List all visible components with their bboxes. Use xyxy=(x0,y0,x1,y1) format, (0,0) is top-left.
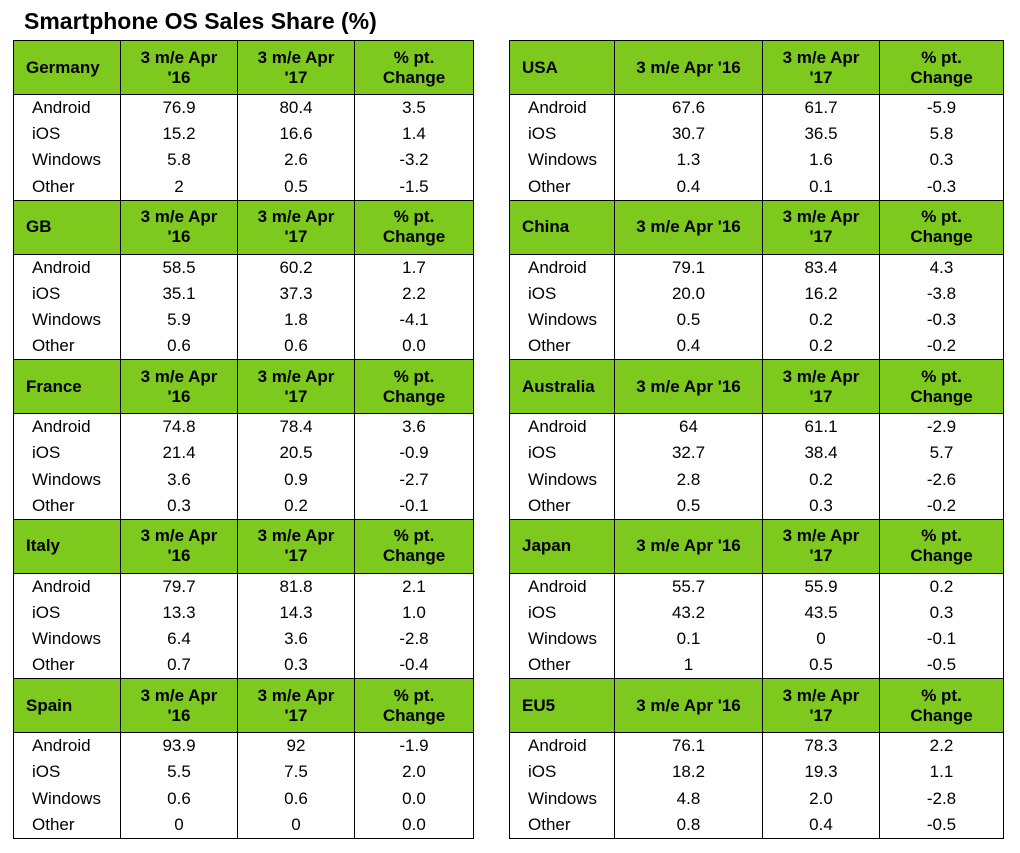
table-cell: 2.6 xyxy=(238,147,355,173)
table-cell: 0.6 xyxy=(121,786,238,812)
table-cell: 38.4 xyxy=(763,440,880,466)
table-cell: 0.2 xyxy=(880,573,1004,599)
table-cell: 78.4 xyxy=(238,414,355,440)
table-row xyxy=(510,600,1004,626)
os-name: iOS xyxy=(14,440,121,466)
os-name: Windows xyxy=(14,147,121,173)
table-cell: 5.5 xyxy=(121,759,238,785)
table-cell: -0.9 xyxy=(355,440,474,466)
os-name: Android xyxy=(14,254,121,280)
os-name: Other xyxy=(14,174,121,200)
table-row xyxy=(510,573,1004,599)
table-cell: -2.8 xyxy=(355,626,474,652)
region-table-australia xyxy=(509,359,1003,519)
table-cell: 1.3 xyxy=(615,147,763,173)
region-label: Australia xyxy=(510,360,615,414)
table-cell: 32.7 xyxy=(615,440,763,466)
os-name: Android xyxy=(510,573,615,599)
table-cell: 0.5 xyxy=(763,652,880,678)
region-table-spain xyxy=(13,678,473,838)
table-cell: 14.3 xyxy=(238,600,355,626)
table-cell: -0.3 xyxy=(880,307,1004,333)
table-row xyxy=(14,493,474,519)
table-cell: 0.3 xyxy=(880,147,1004,173)
column-header: % pt. Change xyxy=(355,519,474,573)
table-cell: 13.3 xyxy=(121,600,238,626)
os-name: iOS xyxy=(510,121,615,147)
region-label: Germany xyxy=(14,41,121,95)
table-cell: 20.5 xyxy=(238,440,355,466)
table-cell: 0.4 xyxy=(763,812,880,838)
os-name: Windows xyxy=(510,466,615,492)
os-name: iOS xyxy=(14,759,121,785)
column-header: 3 m/e Apr '17 xyxy=(238,360,355,414)
table-cell: 0.0 xyxy=(355,333,474,359)
table-row xyxy=(14,786,474,812)
os-name: Windows xyxy=(510,147,615,173)
table-cell: -2.6 xyxy=(880,466,1004,492)
table-cell: 78.3 xyxy=(763,733,880,759)
table-row xyxy=(510,414,1004,440)
column-header: % pt. Change xyxy=(880,200,1004,254)
os-name: iOS xyxy=(510,440,615,466)
table-cell: 20.0 xyxy=(615,280,763,306)
table-cell: 0.0 xyxy=(355,786,474,812)
table-cell: 5.8 xyxy=(880,121,1004,147)
table-cell: 19.3 xyxy=(763,759,880,785)
table-cell: 0.1 xyxy=(763,174,880,200)
column-header: 3 m/e Apr '17 xyxy=(763,519,880,573)
table-cell: 2.2 xyxy=(355,280,474,306)
table-cell: -1.9 xyxy=(355,733,474,759)
os-name: Android xyxy=(510,733,615,759)
os-name: iOS xyxy=(510,600,615,626)
table-cell: 4.8 xyxy=(615,786,763,812)
table-cell: 0 xyxy=(121,812,238,838)
table-cell: 5.7 xyxy=(880,440,1004,466)
table-row xyxy=(14,759,474,785)
column-header: % pt. Change xyxy=(355,41,474,95)
table-row xyxy=(14,147,474,173)
column-header: % pt. Change xyxy=(880,519,1004,573)
os-name: Windows xyxy=(510,626,615,652)
page-title: Smartphone OS Sales Share (%) xyxy=(24,8,377,34)
table-cell: 3.6 xyxy=(238,626,355,652)
table-cell: 0.6 xyxy=(238,786,355,812)
table-cell: 0.6 xyxy=(121,333,238,359)
table-row xyxy=(510,147,1004,173)
column-header: 3 m/e Apr '16 xyxy=(615,200,763,254)
table-row xyxy=(14,121,474,147)
column-header: 3 m/e Apr '16 xyxy=(121,519,238,573)
region-label: Japan xyxy=(510,519,615,573)
table-cell: 0.4 xyxy=(615,174,763,200)
region-table-china xyxy=(509,200,1003,360)
table-cell: 2.0 xyxy=(763,786,880,812)
table-cell: 55.9 xyxy=(763,573,880,599)
table-cell: 0.2 xyxy=(763,466,880,492)
table-cell: 0.7 xyxy=(121,652,238,678)
table-row xyxy=(510,786,1004,812)
table-cell: 67.6 xyxy=(615,95,763,121)
table-cell: 0.9 xyxy=(238,466,355,492)
os-name: Android xyxy=(14,573,121,599)
table-cell: 37.3 xyxy=(238,280,355,306)
os-name: Other xyxy=(510,652,615,678)
table-cell: 30.7 xyxy=(615,121,763,147)
table-cell: 0.5 xyxy=(615,493,763,519)
table-cell: 0 xyxy=(763,626,880,652)
table-cell: 2.2 xyxy=(880,733,1004,759)
os-name: Windows xyxy=(510,307,615,333)
column-header: 3 m/e Apr '17 xyxy=(763,679,880,733)
os-name: Other xyxy=(510,812,615,838)
column-header: 3 m/e Apr '16 xyxy=(121,41,238,95)
table-cell: 0.0 xyxy=(355,812,474,838)
table-cell: -3.8 xyxy=(880,280,1004,306)
column-header: 3 m/e Apr '17 xyxy=(763,200,880,254)
column-header: 3 m/e Apr '16 xyxy=(121,200,238,254)
column-header: 3 m/e Apr '16 xyxy=(615,360,763,414)
table-row xyxy=(510,333,1004,359)
table-cell: 0.4 xyxy=(615,333,763,359)
table-row xyxy=(14,174,474,200)
table-cell: 36.5 xyxy=(763,121,880,147)
table-cell: 0.2 xyxy=(763,333,880,359)
table-cell: 0.8 xyxy=(615,812,763,838)
table-cell: 92 xyxy=(238,733,355,759)
column-header: 3 m/e Apr '16 xyxy=(121,679,238,733)
column-header: 3 m/e Apr '16 xyxy=(121,360,238,414)
table-cell: 1.7 xyxy=(355,254,474,280)
table-cell: 83.4 xyxy=(763,254,880,280)
table-row xyxy=(14,307,474,333)
column-header: 3 m/e Apr '17 xyxy=(238,519,355,573)
os-name: Android xyxy=(510,414,615,440)
table-cell: 0.1 xyxy=(615,626,763,652)
table-cell: 0.5 xyxy=(238,174,355,200)
table-cell: 79.7 xyxy=(121,573,238,599)
table-cell: 0.3 xyxy=(238,652,355,678)
column-header: 3 m/e Apr '16 xyxy=(615,41,763,95)
column-header: 3 m/e Apr '17 xyxy=(763,360,880,414)
os-name: Windows xyxy=(14,626,121,652)
table-row xyxy=(14,333,474,359)
table-row xyxy=(14,254,474,280)
table-row xyxy=(14,733,474,759)
table-cell: 0.2 xyxy=(238,493,355,519)
table-row xyxy=(14,440,474,466)
region-table-italy xyxy=(13,519,473,679)
table-cell: 80.4 xyxy=(238,95,355,121)
os-name: Other xyxy=(510,333,615,359)
table-cell: 0.3 xyxy=(763,493,880,519)
table-cell: 60.2 xyxy=(238,254,355,280)
table-row xyxy=(14,812,474,838)
os-name: iOS xyxy=(14,600,121,626)
table-cell: 43.2 xyxy=(615,600,763,626)
region-table-usa xyxy=(509,40,1003,200)
table-cell: 1.1 xyxy=(880,759,1004,785)
column-header: % pt. Change xyxy=(880,41,1004,95)
table-row xyxy=(510,121,1004,147)
region-label: China xyxy=(510,200,615,254)
os-name: Other xyxy=(14,652,121,678)
region-table-germany xyxy=(13,40,473,200)
table-row xyxy=(510,95,1004,121)
table-cell: 2.1 xyxy=(355,573,474,599)
region-label: Italy xyxy=(14,519,121,573)
region-table-gb xyxy=(13,200,473,360)
column-header: 3 m/e Apr '17 xyxy=(238,200,355,254)
table-cell: 1 xyxy=(615,652,763,678)
table-cell: 7.5 xyxy=(238,759,355,785)
table-cell: 58.5 xyxy=(121,254,238,280)
os-name: Android xyxy=(510,254,615,280)
table-cell: 55.7 xyxy=(615,573,763,599)
table-cell: 61.7 xyxy=(763,95,880,121)
table-row xyxy=(510,733,1004,759)
os-name: Windows xyxy=(14,786,121,812)
table-row xyxy=(14,466,474,492)
os-name: Android xyxy=(14,95,121,121)
os-name: iOS xyxy=(14,121,121,147)
table-cell: -1.5 xyxy=(355,174,474,200)
table-row xyxy=(510,280,1004,306)
region-label: Spain xyxy=(14,679,121,733)
table-cell: 1.6 xyxy=(763,147,880,173)
table-row xyxy=(510,174,1004,200)
os-name: iOS xyxy=(510,759,615,785)
table-cell: 0.5 xyxy=(615,307,763,333)
table-cell: -0.1 xyxy=(880,626,1004,652)
table-cell: 1.4 xyxy=(355,121,474,147)
column-header: 3 m/e Apr '17 xyxy=(763,41,880,95)
table-row xyxy=(14,414,474,440)
table-cell: 16.6 xyxy=(238,121,355,147)
table-cell: 3.5 xyxy=(355,95,474,121)
os-name: Android xyxy=(14,733,121,759)
table-cell: 2 xyxy=(121,174,238,200)
table-cell: -5.9 xyxy=(880,95,1004,121)
table-row xyxy=(14,652,474,678)
table-cell: -3.2 xyxy=(355,147,474,173)
region-label: France xyxy=(14,360,121,414)
os-name: Android xyxy=(14,414,121,440)
table-row xyxy=(510,759,1004,785)
column-header: 3 m/e Apr '17 xyxy=(238,41,355,95)
table-cell: -0.2 xyxy=(880,333,1004,359)
table-cell: 0.3 xyxy=(121,493,238,519)
table-cell: 74.8 xyxy=(121,414,238,440)
table-row xyxy=(14,280,474,306)
table-cell: -2.7 xyxy=(355,466,474,492)
table-cell: -0.2 xyxy=(880,493,1004,519)
table-cell: 64 xyxy=(615,414,763,440)
table-cell: 6.4 xyxy=(121,626,238,652)
table-cell: 15.2 xyxy=(121,121,238,147)
table-cell: 2.8 xyxy=(615,466,763,492)
column-header: % pt. Change xyxy=(355,360,474,414)
table-cell: 93.9 xyxy=(121,733,238,759)
os-name: Android xyxy=(510,95,615,121)
table-cell: 0.6 xyxy=(238,333,355,359)
table-row xyxy=(510,254,1004,280)
region-label: USA xyxy=(510,41,615,95)
table-row xyxy=(510,812,1004,838)
column-header: 3 m/e Apr '16 xyxy=(615,679,763,733)
table-cell: 3.6 xyxy=(355,414,474,440)
table-cell: 18.2 xyxy=(615,759,763,785)
region-table-japan xyxy=(509,519,1003,679)
table-row xyxy=(510,440,1004,466)
table-cell: 21.4 xyxy=(121,440,238,466)
table-cell: -2.9 xyxy=(880,414,1004,440)
region-label: GB xyxy=(14,200,121,254)
table-cell: 4.3 xyxy=(880,254,1004,280)
table-cell: 3.6 xyxy=(121,466,238,492)
table-row xyxy=(510,652,1004,678)
table-cell: -2.8 xyxy=(880,786,1004,812)
column-header: % pt. Change xyxy=(880,679,1004,733)
table-cell: 0 xyxy=(238,812,355,838)
column-header: % pt. Change xyxy=(355,200,474,254)
region-label: EU5 xyxy=(510,679,615,733)
table-cell: -4.1 xyxy=(355,307,474,333)
table-cell: 76.9 xyxy=(121,95,238,121)
table-cell: 81.8 xyxy=(238,573,355,599)
table-row xyxy=(510,493,1004,519)
os-name: iOS xyxy=(510,280,615,306)
table-row xyxy=(14,626,474,652)
region-table-eu5 xyxy=(509,678,1003,838)
region-table-france xyxy=(13,359,473,519)
os-name: Windows xyxy=(510,786,615,812)
table-cell: 76.1 xyxy=(615,733,763,759)
table-cell: 43.5 xyxy=(763,600,880,626)
table-cell: 5.8 xyxy=(121,147,238,173)
os-name: Other xyxy=(14,812,121,838)
table-cell: -0.5 xyxy=(880,812,1004,838)
column-header: 3 m/e Apr '17 xyxy=(238,679,355,733)
table-row xyxy=(510,307,1004,333)
os-name: Other xyxy=(14,333,121,359)
table-row xyxy=(510,626,1004,652)
table-cell: 1.0 xyxy=(355,600,474,626)
os-name: iOS xyxy=(14,280,121,306)
table-cell: 2.0 xyxy=(355,759,474,785)
table-cell: -0.5 xyxy=(880,652,1004,678)
table-cell: 79.1 xyxy=(615,254,763,280)
table-cell: -0.4 xyxy=(355,652,474,678)
table-cell: 1.8 xyxy=(238,307,355,333)
table-row xyxy=(14,95,474,121)
table-cell: 0.2 xyxy=(763,307,880,333)
table-cell: -0.3 xyxy=(880,174,1004,200)
table-row xyxy=(14,573,474,599)
column-header: 3 m/e Apr '16 xyxy=(615,519,763,573)
os-name: Other xyxy=(14,493,121,519)
table-cell: 0.3 xyxy=(880,600,1004,626)
table-cell: 16.2 xyxy=(763,280,880,306)
os-name: Other xyxy=(510,174,615,200)
os-name: Windows xyxy=(14,466,121,492)
table-row xyxy=(14,600,474,626)
column-header: % pt. Change xyxy=(880,360,1004,414)
table-cell: 5.9 xyxy=(121,307,238,333)
table-cell: -0.1 xyxy=(355,493,474,519)
os-name: Windows xyxy=(14,307,121,333)
os-name: Other xyxy=(510,493,615,519)
table-row xyxy=(510,466,1004,492)
column-header: % pt. Change xyxy=(355,679,474,733)
table-cell: 35.1 xyxy=(121,280,238,306)
table-cell: 61.1 xyxy=(763,414,880,440)
